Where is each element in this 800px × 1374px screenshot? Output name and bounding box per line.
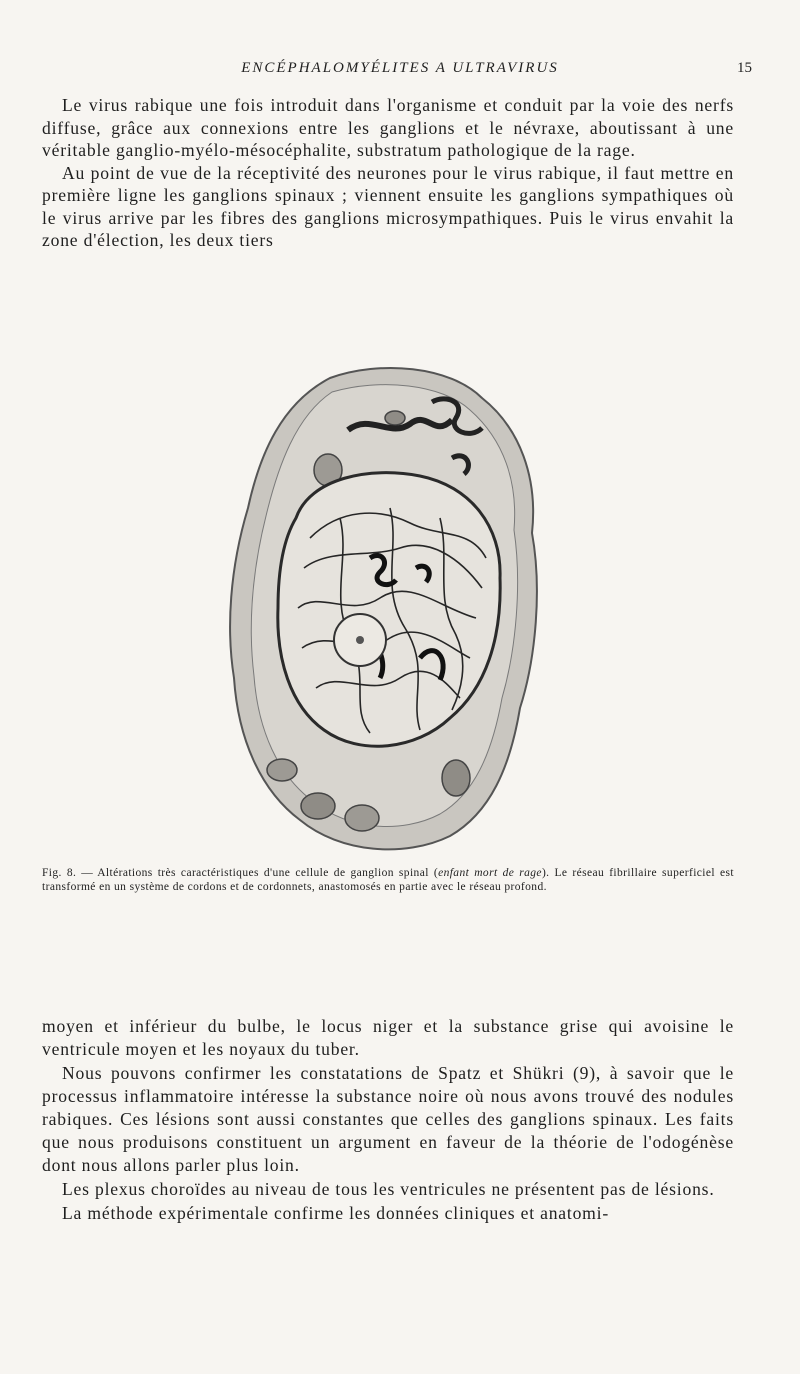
ganglion-cell-illustration [220,358,550,858]
caption-text: Altérations très caractéristiques d'une cellule de ganglion spinal ( [97,867,439,879]
paragraph: Au point de vue de la réceptivité des neurones pour le virus rabique, il faut mettre en première ligne les ganglions spinaux ; viennent ensuite les ganglions sympathiques où le virus arrive par les fibres des ganglions microsympathiques. Puis le virus envahit la zone d'élection, les deux tiers [42,162,734,250]
running-title: ENCÉPHALOMYÉLITES A ULTRAVIRUS [241,60,559,76]
caption-text: ). Le réseau fibrillaire superficiel est transformé en un système de cordons et de cordonnets, anastomosés en partie avec le réseau profond. [42,867,734,893]
body-text-bottom [42,1015,734,1225]
page-number: 15 [737,60,752,76]
page-header [0,58,800,82]
paragraph: Les plexus choroïdes au niveau de tous les ventricules ne présentent pas de lésions. [62,1179,715,1199]
figure-label: Fig. 8. — [42,867,94,879]
paragraph: La méthode expérimentale confirme les données cliniques et anatomi- [62,1203,610,1223]
paragraph: Nous pouvons confirmer les constatations de Spatz et Shükri (9), à savoir que le processus inflammatoire intéresse la substance noire où nous avons trouvé des nodules rabiques. Ces lésions sont aussi constantes que celles des ganglions spinaux. Les faits que nous produisons constituent un argument en faveur de la théorie de l'odogénèse dont nous allons parler plus loin. [42,1063,734,1175]
paragraph: moyen et inférieur du bulbe, le locus niger et la substance grise qui avoisine le ventricule moyen et les noyaux du tuber. [42,1016,734,1059]
body-text-top [42,94,734,252]
illustration-drawing [220,358,550,858]
caption-italic-text: enfant mort de rage [438,867,542,879]
figure-caption [42,866,734,894]
paragraph: Le virus rabique une fois introduit dans l'organisme et conduit par la voie des nerfs diffuse, grâce aux connexions entre les ganglions et le névraxe, aboutissant à une véritable ganglio-myélo-mésocéphalite, substratum pathologique de la rage. [42,95,734,160]
